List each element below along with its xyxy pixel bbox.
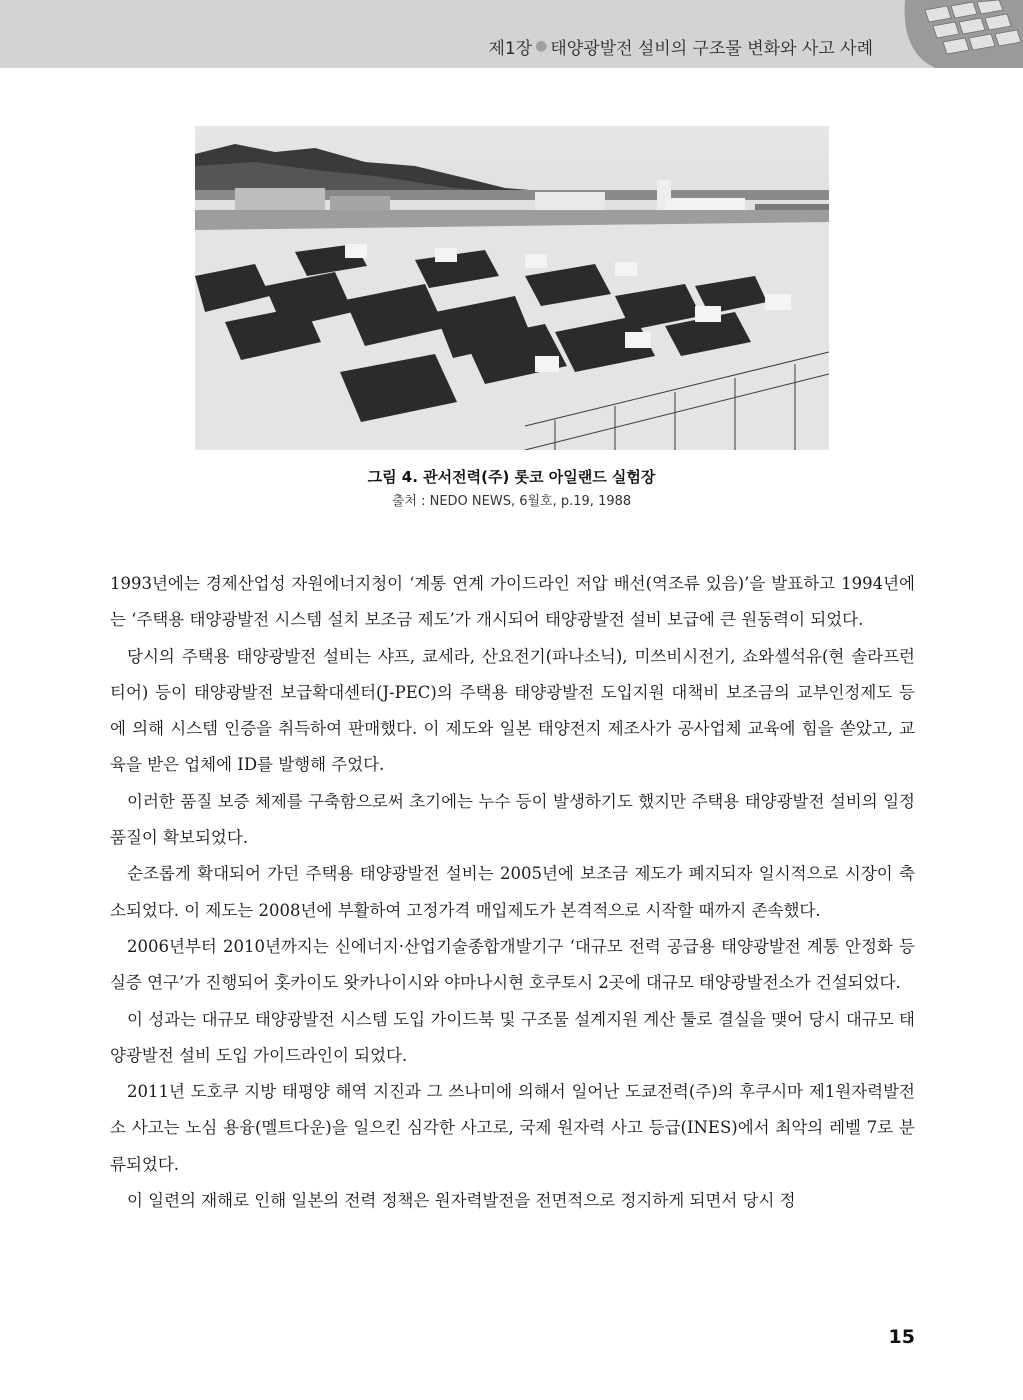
paragraph: 이 일련의 재해로 인해 일본의 전력 정책은 원자력발전을 전면적으로 정지하게 되면서 당시 정 (127, 1191, 796, 1211)
chapter-title: 태양광발전 설비의 구조물 변화와 사고 사례 (550, 38, 873, 59)
paragraph: 2006년부터 2010년까지는 신에너지·산업기술종합개발기구 ‘대규모 전력 공급용 태양광발전 계통 안정화 등 실증 연구’가 진행되어 홋카이도 왓카나이시와 야마나시현 호쿠토시 2곳에 대규모 태양광발전소가 건설되었다. (110, 936, 915, 993)
paragraph: 2011년 도호쿠 지방 태평양 해역 지진과 그 쓰나미에 의해서 일어난 도쿄전력(주)의 후쿠시마 제1원자력발전소 사고는 노심 용융(멜트다운)을 일으킨 심각한 사고로, 국제 원자력 사고 등급(INES)에서 최악의 레벨 7로 분류되었다. (110, 1082, 915, 1174)
figure-source: 출처 : NEDO NEWS, 6월호, p.19, 1988 (391, 494, 632, 509)
paragraph: 1993년에는 경제산업성 자원에너지청이 ‘계통 연계 가이드라인 저압 배선(역조류 있음)’을 발표하고 1994년에는 ‘주택용 태양광발전 시스템 설치 보조금 제도’가 개시되어 태양광발전 설비 보급에 큰 원동력이 되었다. (110, 574, 915, 630)
paragraph: 당시의 주택용 태양광발전 설비는 샤프, 쿄세라, 산요전기(파나소닉), 미쓰비시전기, 쇼와셸석유(현 솔라프런티어) 등이 태양광발전 보급확대센터(J-PEC)의 주택용 태양광발전 도입지원 대책비 보조금의 교부인정제도 등에 의해 시스템 인증을 취득하여 판매했다. 이 제도와 일본 태양전지 제조사가 공사업체 교육에 힘을 쏟았고, 교육을 받은 업체에 ID를 발행해 주었다. (110, 646, 915, 775)
paragraph: 이러한 품질 보증 체제를 구축함으로써 초기에는 누수 등이 발생하기도 했지만 주택용 태양광발전 설비의 일정 품질이 확보되었다. (110, 791, 915, 848)
solar-panel-thumbnail-icon (895, 0, 1023, 68)
solar-test-site-photo (195, 126, 829, 450)
paragraph: 이 성과는 대규모 태양광발전 시스템 도입 가이드북 및 구조물 설계지원 계산 툴로 결실을 맺어 당시 대규모 태양광발전 설비 도입 가이드라인이 되었다. (110, 1009, 915, 1065)
chapter-label: 제1장 (488, 38, 533, 59)
body-text (110, 566, 915, 1219)
bullet-dot-icon: ● (535, 38, 548, 54)
paragraph: 순조롭게 확대되어 가던 주택용 태양광발전 설비는 2005년에 보조금 제도가 폐지되자 일시적으로 시장이 축소되었다. 이 제도는 2008년에 부활하여 고정가격 매입제도가 본격적으로 시작할 때까지 존속했다. (110, 864, 915, 920)
figure-caption: 그림 4. 관서전력(주) 롯코 아일랜드 실험장 (367, 468, 656, 486)
running-header (488, 34, 873, 58)
page-number: 15 (888, 1326, 915, 1348)
